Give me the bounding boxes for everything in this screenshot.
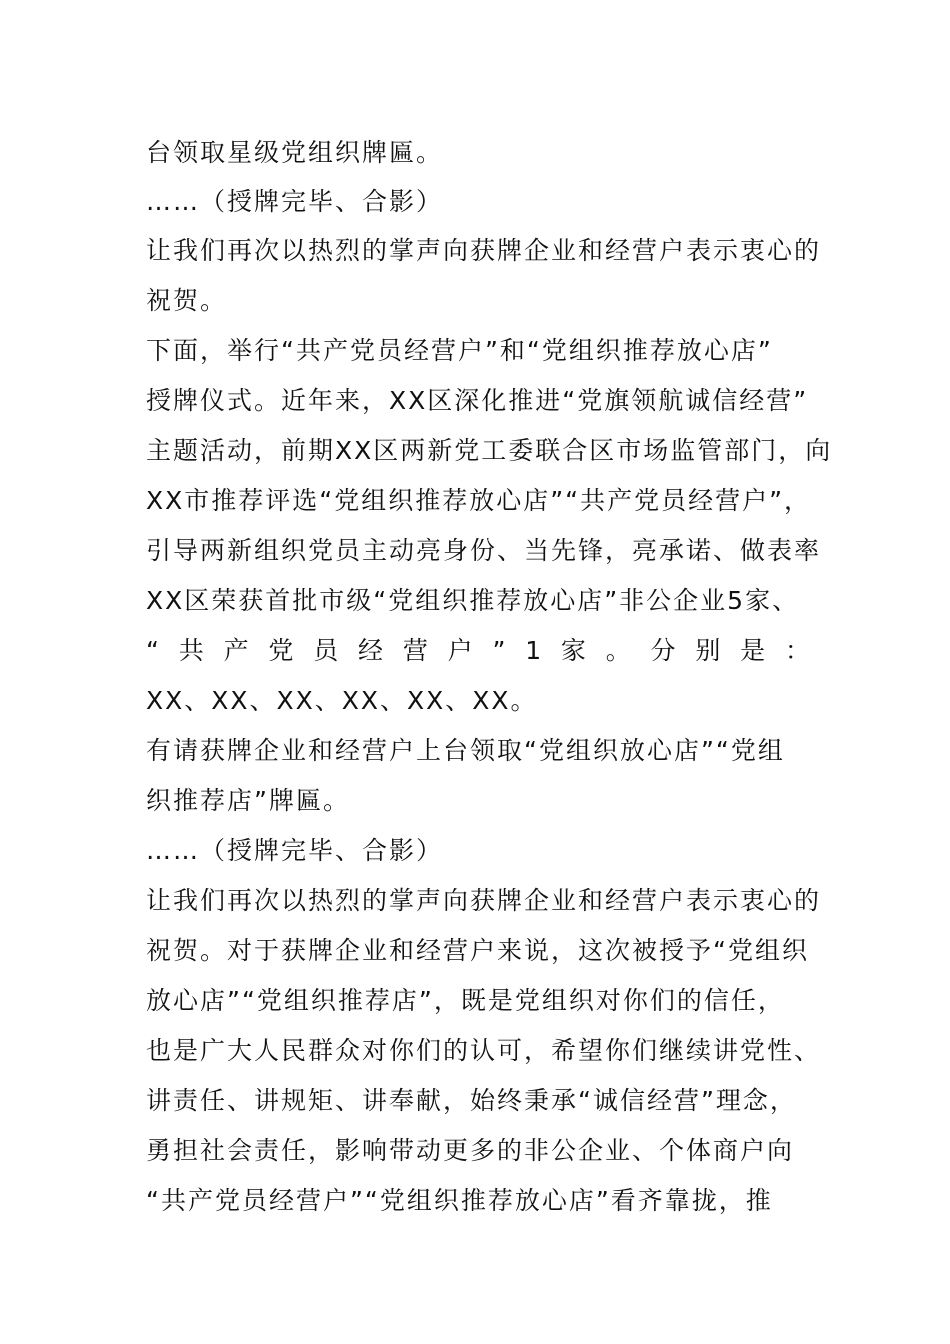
text-line: 主题活动，前期XX区两新党工委联合区市场监管部门，向 <box>146 436 833 465</box>
text-line: 祝贺。对于获牌企业和经营户来说，这次被授予“党组织 <box>146 936 809 965</box>
text-line: 勇担社会责任，影响带动更多的非公企业、个体商户向 <box>146 1136 795 1165</box>
text-line: 放心店”“党组织推荐店”，既是党组织对你们的信任， <box>146 986 785 1015</box>
text-line: 有请获牌企业和经营户上台领取“党组织放心店”“党组 <box>146 736 785 765</box>
text-char: 家 <box>560 636 586 665</box>
text-line: XX市推荐评选“党组织推荐放心店”“共产党员经营户”， <box>146 486 812 515</box>
text-line: 祝贺。 <box>146 286 228 315</box>
text-line: 下面，举行“共产党员经营户”和“党组织推荐放心店” <box>146 336 773 365</box>
text-line: 讲责任、讲规矩、讲奉献，始终秉承“诚信经营”理念， <box>146 1086 797 1115</box>
text-line: XX区荣获首批市级“党组织推荐放心店”非公企业5家、 <box>146 586 800 615</box>
text-char: 党 <box>268 636 294 665</box>
text-char: ： <box>784 636 810 665</box>
text-char: 是 <box>740 636 766 665</box>
text-char: 1 <box>525 636 542 665</box>
text-char: “ <box>146 636 159 665</box>
text-char: 员 <box>313 636 339 665</box>
text-char: 产 <box>223 636 249 665</box>
text-char: ” <box>492 636 506 665</box>
text-line: “共产党员经营户”“党组织推荐放心店”看齐靠拢，推 <box>146 1186 773 1215</box>
text-line: 让我们再次以热烈的掌声向获牌企业和经营户表示衷心的 <box>146 886 822 915</box>
text-char: 营 <box>402 636 428 665</box>
text-line: 授牌仪式。近年来，XX区深化推进“党旗领航诚信经营” <box>146 386 809 415</box>
text-line: ……（授牌完毕、合影） <box>146 187 444 216</box>
text-line: 织推荐店”牌匾。 <box>146 786 350 815</box>
text-line-justified <box>146 634 810 668</box>
text-char: 经 <box>358 636 384 665</box>
text-line: 也是广大人民群众对你们的认可，希望你们继续讲党性、 <box>146 1036 822 1065</box>
text-char: 别 <box>695 636 721 665</box>
text-line: ……（授牌完毕、合影） <box>146 836 444 865</box>
text-line: 台领取星级党组织牌匾。 <box>146 138 444 167</box>
text-char: 户 <box>447 636 473 665</box>
text-line: 让我们再次以热烈的掌声向获牌企业和经营户表示衷心的 <box>146 236 822 265</box>
text-char: 。 <box>605 636 631 665</box>
text-char: 共 <box>178 636 204 665</box>
text-line: XX、XX、XX、XX、XX、XX。 <box>146 686 538 715</box>
text-char: 分 <box>650 636 676 665</box>
text-line: 引导两新组织党员主动亮身份、当先锋，亮承诺、做表率 <box>146 536 822 565</box>
